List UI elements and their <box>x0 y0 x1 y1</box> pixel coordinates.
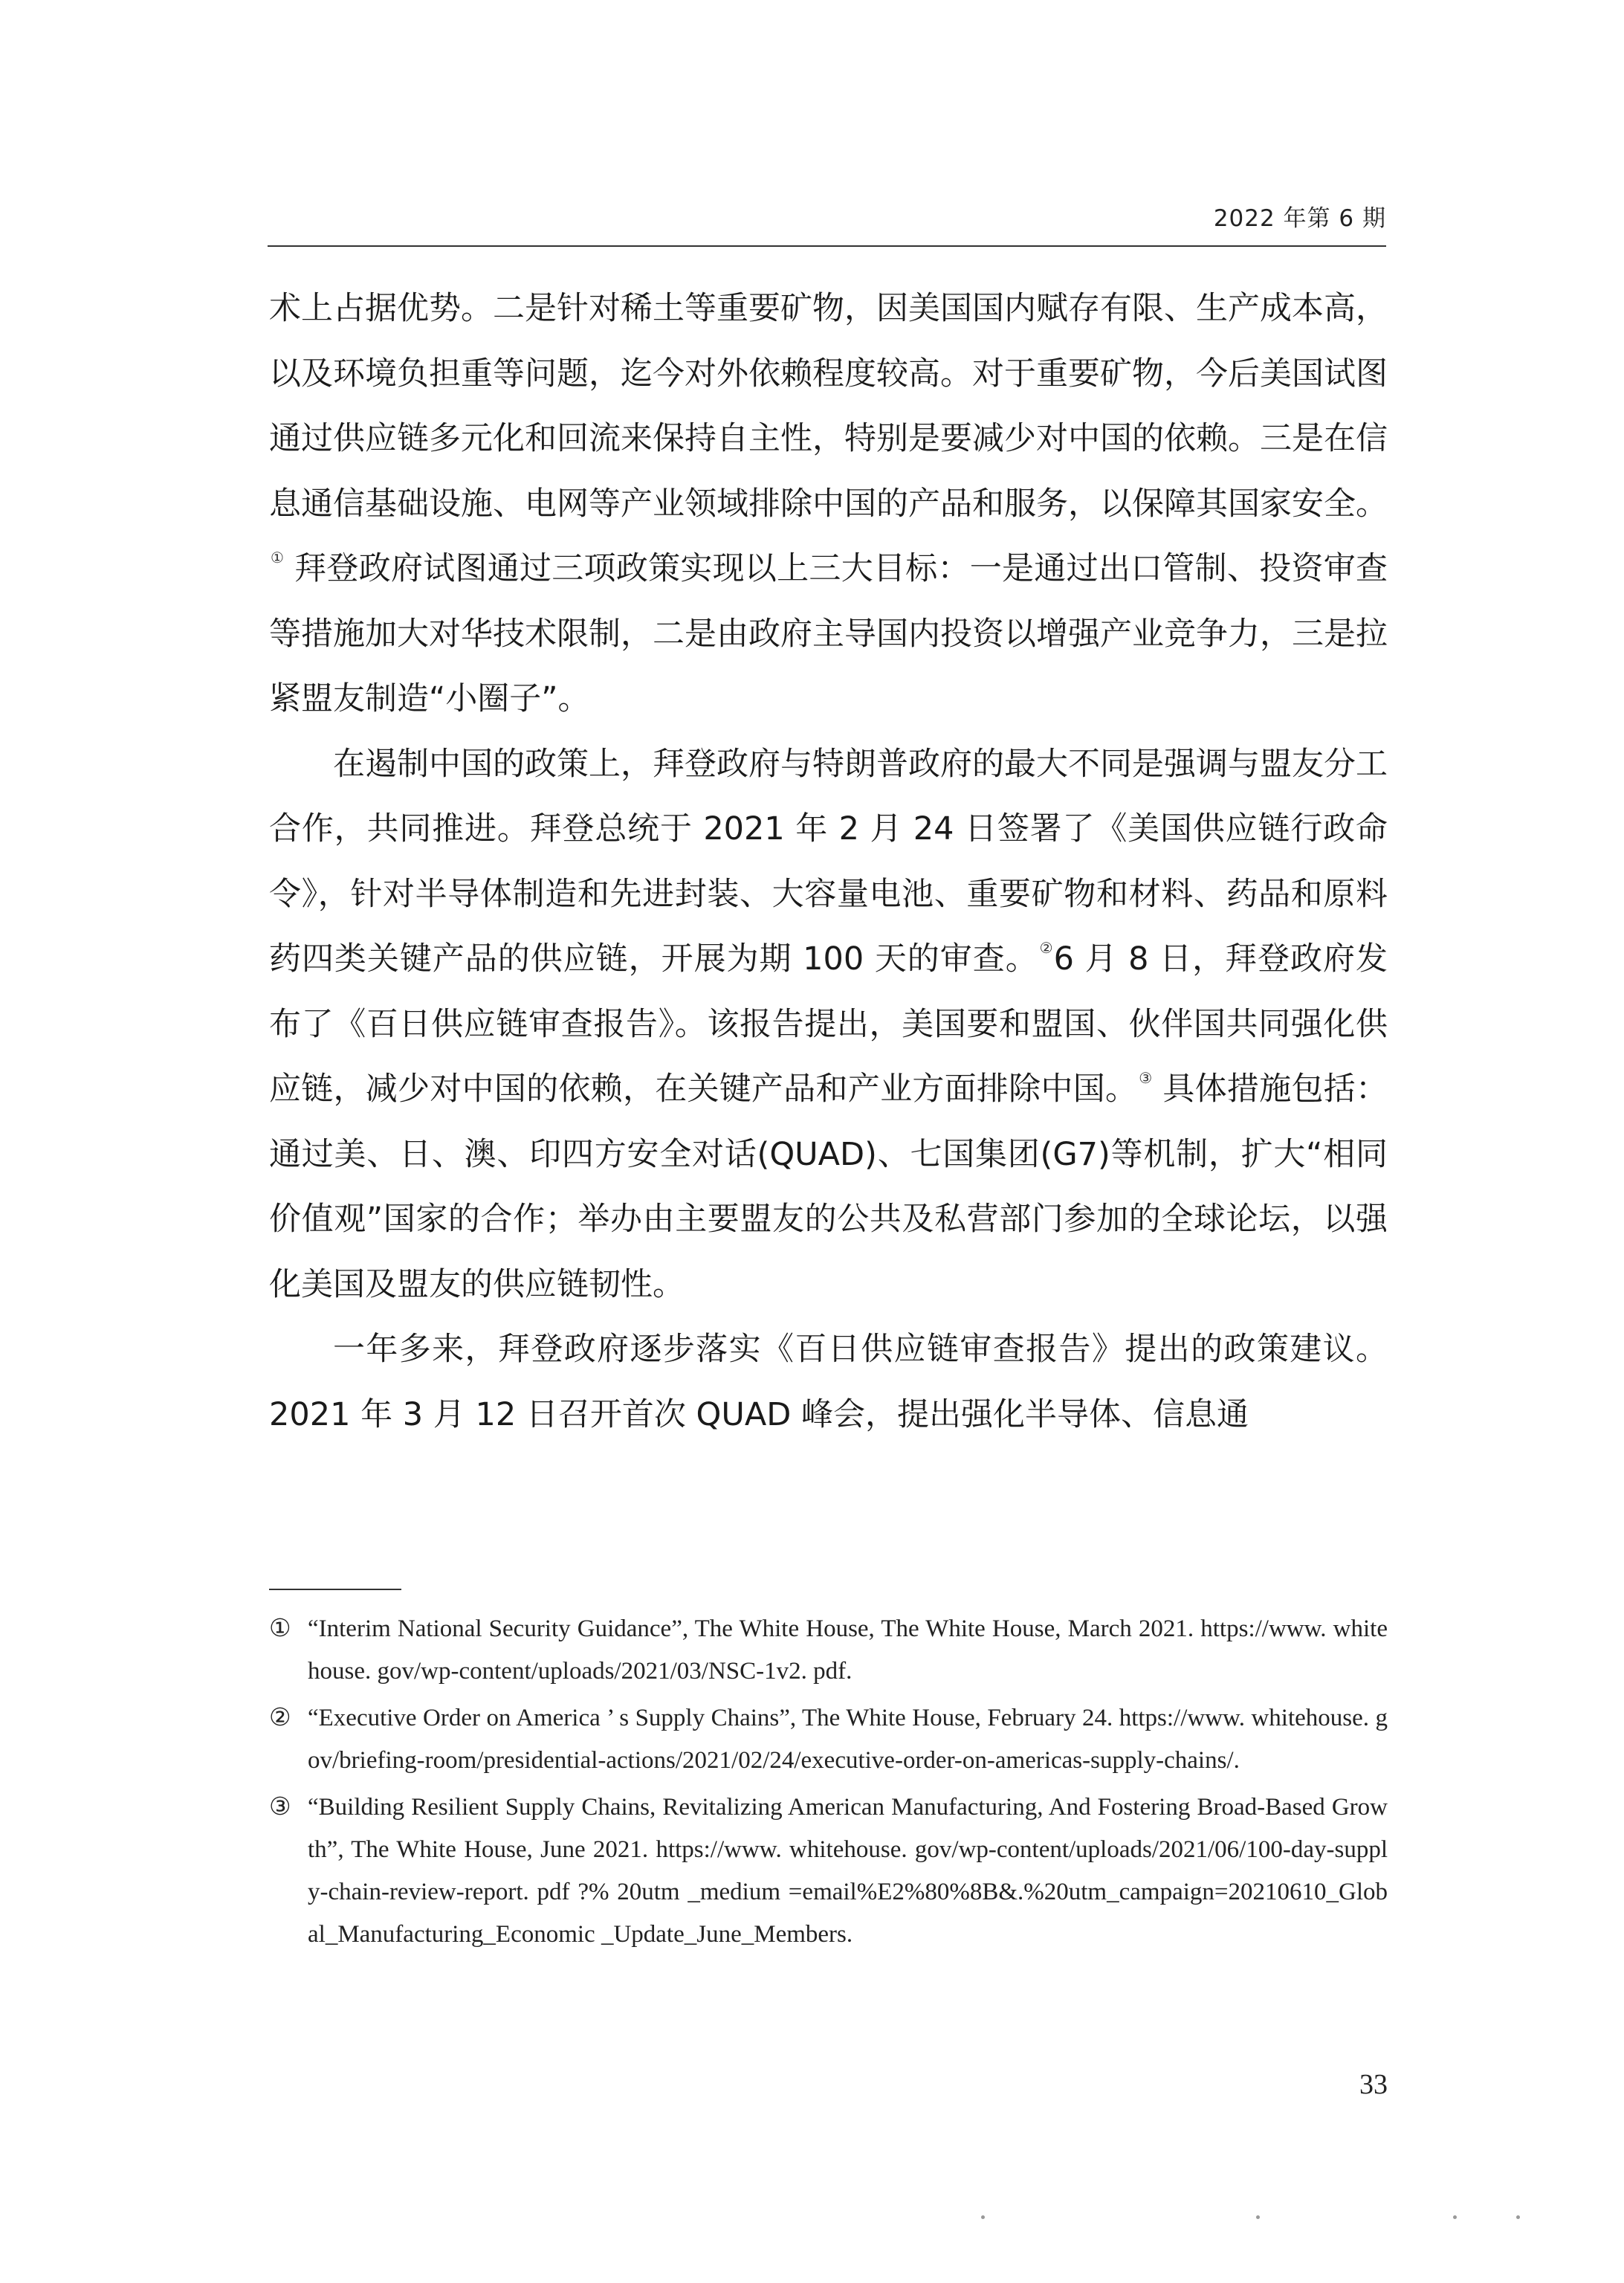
paragraph-3-text: 一年多来，拜登政府逐步落实《百日供应链审查报告》提出的政策建议。2021 年 3 月 12 日召开首次 QUAD 峰会，提出强化半导体、信息通 <box>269 1331 1388 1433</box>
footnote-ref-1[interactable]: ① <box>271 549 285 566</box>
footnote-3-text: “Building Resilient Supply Chains, Revitalizing American Manufacturing, And Fostering Broad-Based Growth”, The White House, June 2021. https://www. whitehouse. gov/wp-content/uploads/2021/06/100-day-supply-chain-review-report. pdf ?% 20utm _medium =email%E2%80%8B&.%20utm_campaign=20210610_Global_Manufacturing_Economic _Update_June_Members. <box>308 1794 1388 1948</box>
footnote-separator <box>269 1589 401 1590</box>
paragraph-1-tail: 拜登政府试图通过三项政策实现以上三大目标：一是通过出口管制、投资审查等措施加大对华技术限制，二是由政府主导国内投资以增强产业竞争力，三是拉紧盟友制造“小圈子”。 <box>269 550 1388 717</box>
paragraph-2 <box>269 732 1388 1318</box>
paragraph-2b-text: 6 月 8 日，拜登政府发布了《百日供应链审查报告》。该报告提出，美国要和盟国、伙伴国共同强化供应链，减少对中国的依赖，在关键产品和产业方面排除中国。 <box>269 940 1388 1108</box>
paragraph-3 <box>269 1317 1388 1447</box>
footnote-1-mark: ① <box>269 1615 291 1642</box>
page-number: 33 <box>1359 2069 1388 2100</box>
footnotes <box>269 1608 1388 1960</box>
footnote-3-mark: ③ <box>269 1794 291 1821</box>
paragraph-1 <box>269 277 1388 732</box>
paragraph-2a-text: 在遏制中国的政策上，拜登政府与特朗普政府的最大不同是强调与盟友分工合作，共同推进。拜登总统于 2021 年 2 月 24 日签署了《美国供应链行政命令》，针对半导体制造和先进封装、大容量电池、重要矿物和材料、药品和原料药四类关键产品的供应链，开展为期 100 天的审查。 <box>269 745 1388 978</box>
scan-speck <box>1256 2215 1260 2219</box>
scan-speck <box>981 2215 985 2219</box>
scan-speck <box>1516 2215 1520 2219</box>
footnote-2 <box>269 1697 1388 1782</box>
issue-header: 2022 年第 6 期 <box>1213 205 1386 232</box>
scan-speck <box>1453 2215 1457 2219</box>
footnote-2-mark: ② <box>269 1705 291 1731</box>
footnote-1-text: “Interim National Security Guidance”, The White House, The White House, March 2021. https://www. whitehouse. gov/wp-content/uploads/2021/03/NSC-1v2. pdf. <box>308 1615 1388 1685</box>
footnote-ref-3[interactable]: ③ <box>1139 1069 1153 1087</box>
paragraph-1-text: 术上占据优势。二是针对稀土等重要矿物，因美国国内赋存有限、生产成本高，以及环境负担重等问题，迄今对外依赖程度较高。对于重要矿物，今后美国试图通过供应链多元化和回流来保持自主性，特别是要减少对中国的依赖。三是在信息通信基础设施、电网等产业领域排除中国的产品和服务，以保障其国家安全。 <box>269 290 1388 523</box>
article-body <box>269 277 1388 1447</box>
footnote-3 <box>269 1786 1388 1956</box>
footnote-1 <box>269 1608 1388 1693</box>
header-rule <box>268 245 1386 247</box>
footnote-2-text: “Executive Order on America ’ s Supply Chains”, The White House, February 24. https://www. whitehouse. gov/briefing-room/presidential-actions/2021/02/24/executive-order-on-americas-supply-chains/. <box>308 1705 1388 1774</box>
paragraph-2c-text: 具体措施包括：通过美、日、澳、印四方安全对话(QUAD)、七国集团(G7)等机制，扩大“相同价值观”国家的合作；举办由主要盟友的公共及私营部门参加的全球论坛，以强化美国及盟友的供应链韧性。 <box>269 1071 1388 1303</box>
footnote-ref-2[interactable]: ② <box>1039 939 1054 957</box>
